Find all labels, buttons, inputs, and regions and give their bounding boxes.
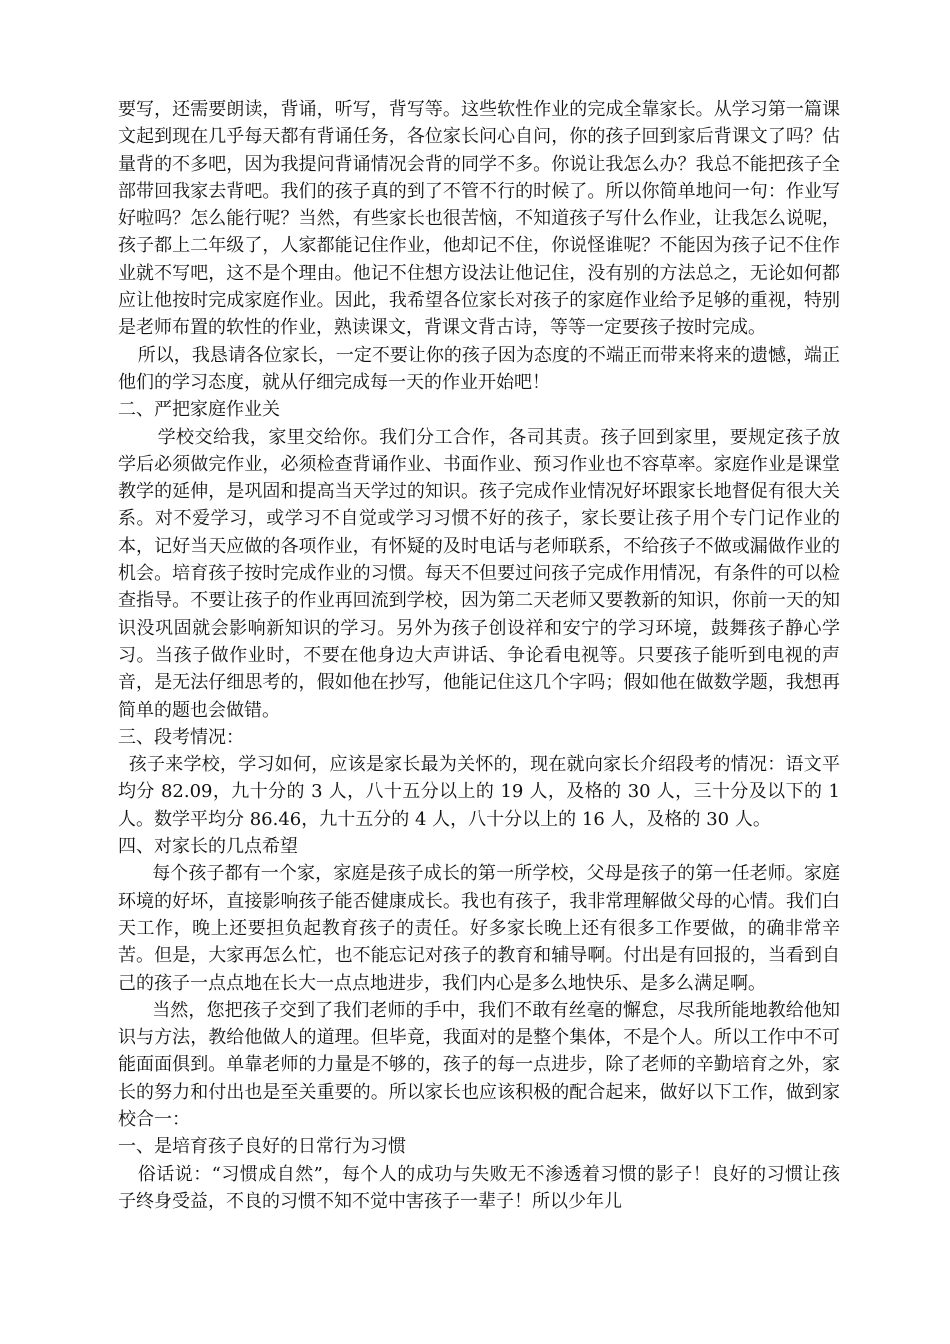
section-heading-exam-results: 三、段考情况： (118, 726, 244, 748)
section-heading-hopes: 四、对家长的几点希望 (118, 836, 298, 858)
paragraph-homework-supervision: 学校交给我，家里交给你。我们分工合作，各司其责。孩子回到家里，要规定孩子放学后必须做完作业，必须检查背诵作业、书面作业、预习作业也不容草率。家庭作业是课堂教学的延伸，是巩固和提高当天学过的知识。孩子完成作业情况好坏跟家长地督促有很大关系。对不爱学习，或学习不自觉或学习习惯不好的孩子，家长要让孩子用个专门记作业的本，记好当天应做的各项作业，有怀疑的及时电话与老师联系，不给孩子不做或漏做作业的机会。培育孩子按时完成作业的习惯。每天不但要过问孩子完成作用情况，有条件的可以检查指导。不要让孩子的作业再回流到学校，因为第二天老师又要教新的知识，你前一天的知识没巩固就会影响新知识的学习。另外为孩子创设祥和安宁的学习环境，鼓舞孩子静心学习。当孩子做作业时，不要在他身边大声讲话、争论看电视等。只要孩子能听到电视的声音，是无法仔细思考的，假如他在抄写，他能记住这几个字吗；假如他在做数学题，我想再简单的题也会做错。 (118, 426, 840, 721)
paragraph-habits: 俗话说：“习惯成自然”，每个人的成功与失败无不渗透着习惯的影子！良好的习惯让孩子终身受益，不良的习惯不知不觉中害孩子一辈子！所以少年儿 (118, 1163, 840, 1212)
paragraph-homework-importance: 要写，还需要朗读，背诵，听写，背写等。这些软性作业的完成全靠家长。从学习第一篇课文起到现在几乎每天都有背诵任务，各位家长问心自问，你的孩子回到家后背课文了吗？估量背的不多吧，因为我提问背诵情况会背的同学不多。你说让我怎么办？我总不能把孩子全部带回我家去背吧。我们的孩子真的到了不管不行的时候了。所以你简单地问一句：作业写好啦吗？怎么能行呢？当然，有些家长也很苦恼，不知道孩子写什么作业，让我怎么说呢，孩子都上二年级了，人家都能记住作业，他却记不住，你说怪谁呢？不能因为孩子记不住作业就不写吧，这不是个理由。他记不住想方设法让他记住，没有别的方法总之，无论如何都应让他按时完成家庭作业。因此，我希望各位家长对孩子的家庭作业给予足够的重视，特别是老师布置的软性的作业，熟读课文，背课文背古诗，等等一定要孩子按时完成。 (118, 99, 840, 339)
paragraph-appeal-to-parents: 所以，我恳请各位家长，一定不要让你的孩子因为态度的不端正而带来将来的遗憾，端正他们的学习态度，就从仔细完成每一天的作业开始吧！ (118, 344, 840, 393)
paragraph-exam-results: 孩子来学校，学习如何，应该是家长最为关怀的，现在就向家长介绍段考的情况：语文平均分 82.09，九十分的 3 人，八十五分以上的 19 人，及格的 30 人，三十分及以下的 1 人。数学平均分 86.46，九十五分的 4 人，八十分以上的 16 人，及格的 30 人。 (118, 754, 840, 830)
document-page (118, 96, 840, 1215)
section-heading-homework: 二、严把家庭作业关 (118, 399, 280, 421)
paragraph-home-school-cooperation: 当然，您把孩子交到了我们老师的手中，我们不敢有丝毫的懈怠，尽我所能地教给他知识与方法，教给他做人的道理。但毕竟，我面对的是整个集体，不是个人。所以工作中不可能面面俱到。单靠老师的力量是不够的，孩子的每一点进步，除了老师的辛勤培育之外，家长的努力和付出也是至关重要的。所以家长也应该积极的配合起来，做好以下工作，做到家校合一： (118, 999, 840, 1130)
paragraph-family-role: 每个孩子都有一个家，家庭是孩子成长的第一所学校，父母是孩子的第一任老师。家庭环境的好坏，直接影响孩子能否健康成长。我也有孩子，我非常理解做父母的心情。我们白天工作，晚上还要担负起教育孩子的责任。好多家长晚上还有很多工作要做，的确非常辛苦。但是，大家再怎么忙，也不能忘记对孩子的教育和辅导啊。付出是有回报的，当看到自己的孩子一点点地在长大一点点地进步，我们内心是多么地快乐、是多么满足啊。 (118, 863, 840, 994)
section-heading-habits: 一、是培育孩子良好的日常行为习惯 (118, 1136, 406, 1158)
